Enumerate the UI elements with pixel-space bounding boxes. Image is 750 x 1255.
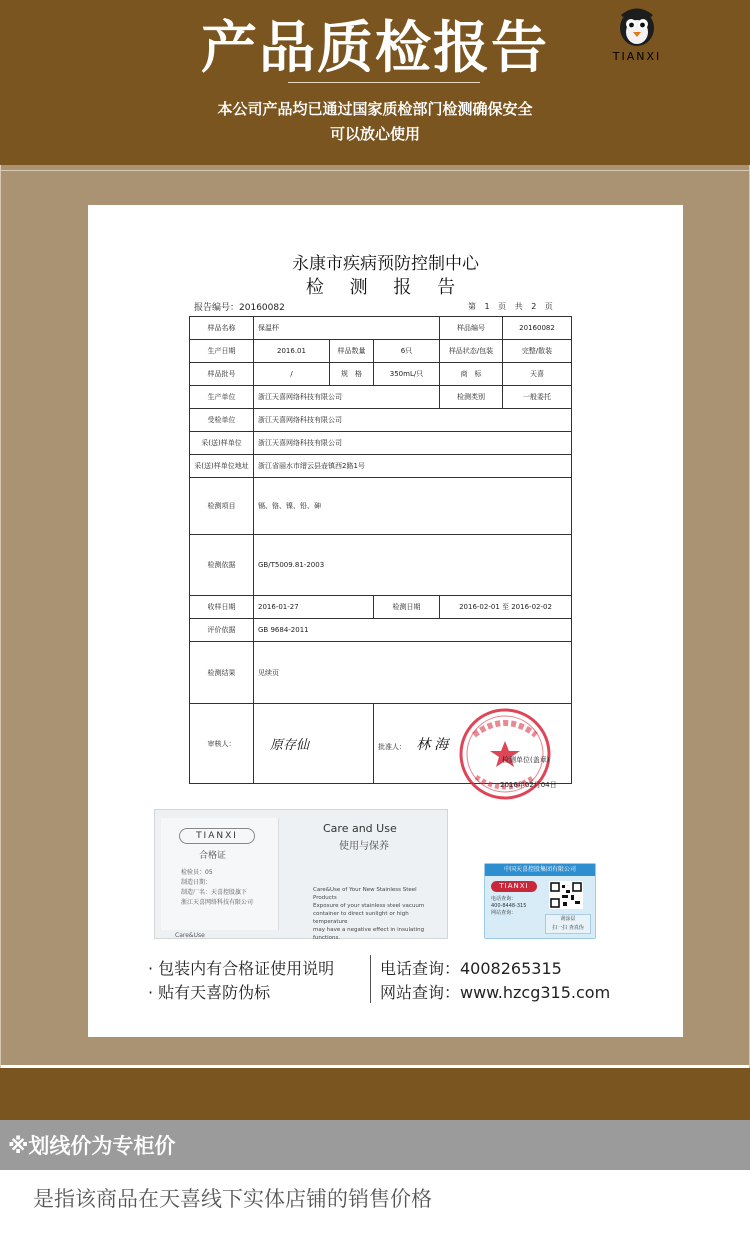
sender-address-label: 采(送)样单位地址	[190, 455, 254, 478]
test-date-value: 2016-02-01 至 2016-02-02	[440, 596, 572, 619]
eval-value: GB 9684-2011	[254, 619, 572, 642]
sample-name-label: 样品名称	[190, 317, 254, 340]
approver-signature: 林海	[416, 736, 453, 753]
client-label: 受检单位	[190, 409, 254, 432]
price-notice-title: ※划线价为专柜价	[8, 1134, 176, 1158]
care-line: may have a negative effect in insulating functions.	[313, 927, 425, 941]
certificate-footer: Care&Use	[175, 932, 205, 939]
certificate-title: 合格证	[199, 851, 227, 861]
anti-counterfeit-line: 网站查询：	[491, 910, 517, 916]
sample-name-value: 保温杯	[254, 317, 440, 340]
brand-label: 商 标	[440, 363, 503, 386]
reviewer-signature-cell	[254, 704, 374, 784]
package-note: · 包装内有合格证使用说明	[148, 959, 335, 978]
care-title-en: Care and Use	[323, 822, 397, 835]
items-value: 镉、铬、镍、铅、砷	[254, 478, 572, 535]
receive-date-label: 收样日期	[190, 596, 254, 619]
table-row	[190, 478, 572, 535]
certificate-line: 浙江天喜网络科技有限公司	[181, 899, 254, 906]
qty-value: 6只	[374, 340, 440, 363]
page-title: 产品质检报告	[201, 16, 549, 81]
care-line: container to direct sunlight or high temperature	[313, 911, 409, 925]
stamp-label: 检测单位(盖章)	[502, 756, 550, 764]
scratch-tag	[545, 914, 591, 934]
brand-value: 天喜	[503, 363, 572, 386]
care-card-logo: TIANXI	[179, 828, 255, 844]
report-number	[194, 300, 285, 313]
subtitle-line-1: 本公司产品均已通过国家质检部门检测确保安全	[217, 100, 533, 118]
certificate-details	[181, 868, 253, 908]
mascot-icon	[592, 2, 682, 52]
receive-date-value: 2016-01-27	[254, 596, 374, 619]
package-note: · 贴有天喜防伪标	[148, 983, 271, 1002]
table-row	[190, 409, 572, 432]
type-value: 一般委托	[503, 386, 572, 409]
qty-label: 样品数量	[330, 340, 374, 363]
scratch-tag-line: 扫一扫 查真伪	[552, 925, 584, 931]
title-divider	[288, 82, 480, 83]
batch-label: 样品批号	[190, 363, 254, 386]
approver-label: 批准人：	[378, 742, 406, 751]
sample-no-value: 20160082	[503, 317, 572, 340]
care-instructions	[313, 886, 443, 942]
brand-wordmark: TIANXI	[612, 50, 662, 63]
anti-counterfeit-header: 中国天喜控股集团有限公司	[485, 864, 595, 876]
maker-value: 浙江天喜网络科技有限公司	[254, 386, 440, 409]
anti-counterfeit-info	[491, 896, 526, 917]
certificate-line: 制造厂名：天喜控股旗下	[181, 889, 248, 896]
certificate-line: 检验员：05	[181, 869, 213, 876]
basis-label: 检测依据	[190, 535, 254, 596]
type-label: 检测类别	[440, 386, 503, 409]
client-value: 浙江天喜网络科技有限公司	[254, 409, 572, 432]
care-title-cn: 使用与保养	[339, 841, 389, 852]
stamp-date: 2016年02月04日	[500, 781, 557, 789]
certificate-panel	[161, 818, 279, 939]
table-row	[190, 619, 572, 642]
anti-counterfeit-label	[484, 863, 596, 939]
certificate-line: 制造日期：	[181, 879, 212, 886]
verify-contacts	[380, 957, 610, 1005]
subtitle-line-2: 可以放心使用	[329, 125, 420, 143]
info-divider	[370, 955, 371, 1003]
care-line: Care&Use of Your New Stainless Steel	[313, 887, 417, 893]
prod-date-value: 2016.01	[254, 340, 330, 363]
table-row	[190, 535, 572, 596]
test-date-label: 检测日期	[374, 596, 440, 619]
table-row	[190, 642, 572, 704]
care-card	[154, 809, 448, 939]
basis-value: GB/T5009.81-2003	[254, 535, 572, 596]
sender-value: 浙江天喜网络科技有限公司	[254, 432, 572, 455]
table-row	[190, 455, 572, 478]
verify-website: 网站查询：www.hzcg315.com	[380, 983, 611, 1002]
report-document	[88, 205, 683, 1037]
price-notice-text: 是指该商品在天喜线下实体店铺的销售价格	[33, 1187, 432, 1211]
header-banner	[0, 0, 750, 165]
prod-date-label: 生产日期	[190, 340, 254, 363]
reviewer-label: 审核人：	[190, 704, 254, 784]
verify-phone: 电话查询：4008265315	[380, 959, 562, 978]
report-number-label: 报告编号：	[194, 303, 240, 313]
report-title: 检 测 报 告	[305, 277, 466, 298]
price-notice-bar	[0, 1120, 750, 1170]
anti-counterfeit-line: 电话查询：	[491, 896, 517, 902]
result-label: 检测结果	[190, 642, 254, 704]
table-row	[190, 363, 572, 386]
table-row	[190, 386, 572, 409]
care-line: Products	[313, 895, 337, 901]
items-label: 检测项目	[190, 478, 254, 535]
anti-counterfeit-line: 400-8448-315	[491, 903, 527, 909]
table-row	[190, 340, 572, 363]
anti-counterfeit-logo: TIANXI	[491, 881, 537, 892]
pack-value: 完整/散装	[503, 340, 572, 363]
result-value: 见续页	[254, 642, 572, 704]
sender-label: 采(送)样单位	[190, 432, 254, 455]
batch-value: /	[254, 363, 330, 386]
page-indicator: 第 1 页 共 2 页	[468, 302, 553, 311]
scratch-tag-line: 刮涂层	[560, 916, 576, 922]
spec-label: 规 格	[330, 363, 374, 386]
sender-address-value: 浙江省丽水市缙云县壶镇西2路1号	[254, 455, 572, 478]
table-row	[190, 432, 572, 455]
qr-code-icon	[549, 881, 583, 909]
report-number-value: 20160082	[239, 303, 285, 313]
reviewer-signature: 原存仙	[270, 738, 310, 753]
issuing-organization: 永康市疾病预防控制中心	[292, 254, 479, 274]
spec-value: 350mL/只	[374, 363, 440, 386]
pack-label: 样品状态/包装	[440, 340, 503, 363]
brand-logo	[592, 2, 682, 66]
sample-no-label: 样品编号	[440, 317, 503, 340]
table-row	[190, 596, 572, 619]
table-row	[190, 317, 572, 340]
care-line: Exposure of your stainless steel vacuum	[313, 903, 425, 909]
maker-label: 生产单位	[190, 386, 254, 409]
package-notes	[148, 957, 334, 1005]
eval-label: 评价依据	[190, 619, 254, 642]
bottom-band	[0, 1068, 750, 1120]
